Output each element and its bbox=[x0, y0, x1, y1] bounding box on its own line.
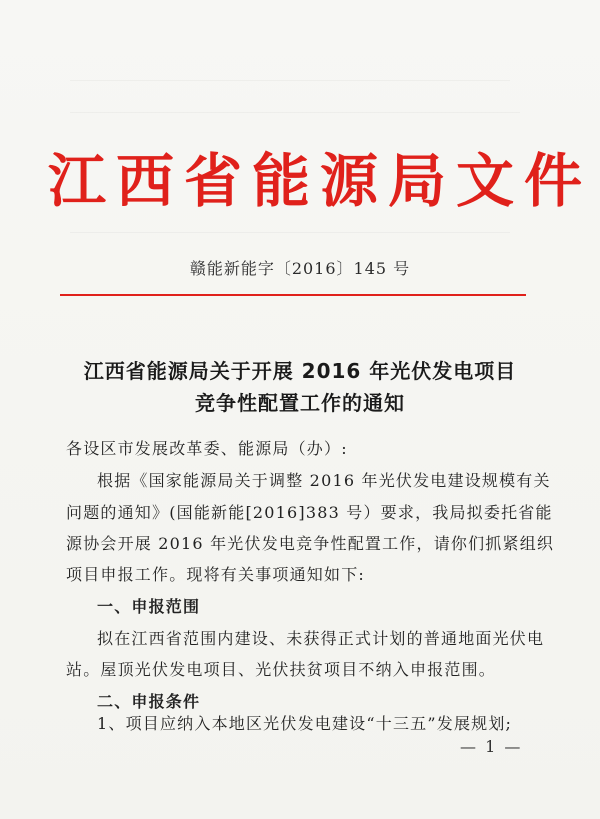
org-title: 江西省能源局文件 bbox=[48, 147, 593, 215]
red-divider bbox=[60, 294, 526, 296]
notice-title-line-2: 竞争性配置工作的通知 bbox=[195, 391, 405, 415]
paragraph-line: 项目申报工作。现将有关事项通知如下: bbox=[66, 565, 365, 584]
page-number: — 1 — bbox=[460, 737, 523, 756]
paragraph-line: 问题的通知》(国能新能[2016]383 号）要求，我局拟委托省能 bbox=[66, 503, 553, 522]
paragraph-line: 站。屋顶光伏发电项目、光伏扶贫项目不纳入申报范围。 bbox=[66, 660, 497, 679]
section-heading: 一、申报范围 bbox=[97, 597, 201, 616]
scan-texture bbox=[70, 232, 510, 233]
paragraph-line: 根据《国家能源局关于调整 2016 年光伏发电建设规模有关 bbox=[97, 471, 551, 490]
paragraph-line: 拟在江西省范围内建设、未获得正式计划的普通地面光伏电 bbox=[97, 629, 545, 648]
notice-title-line-1: 江西省能源局关于开展 2016 年光伏发电项目 bbox=[83, 359, 517, 383]
salutation: 各设区市发展改革委、能源局（办）: bbox=[66, 439, 348, 458]
paragraph-line: 源协会开展 2016 年光伏发电竞争性配置工作，请你们抓紧组织 bbox=[66, 534, 555, 553]
scan-texture bbox=[70, 112, 520, 113]
section-heading: 二、申报条件 bbox=[97, 692, 201, 711]
scan-texture bbox=[70, 80, 510, 81]
document-number: 赣能新能字〔2016〕145 号 bbox=[189, 259, 411, 278]
paragraph-line: 1、项目应纳入本地区光伏发电建设“十三五”发展规划; bbox=[97, 714, 513, 733]
